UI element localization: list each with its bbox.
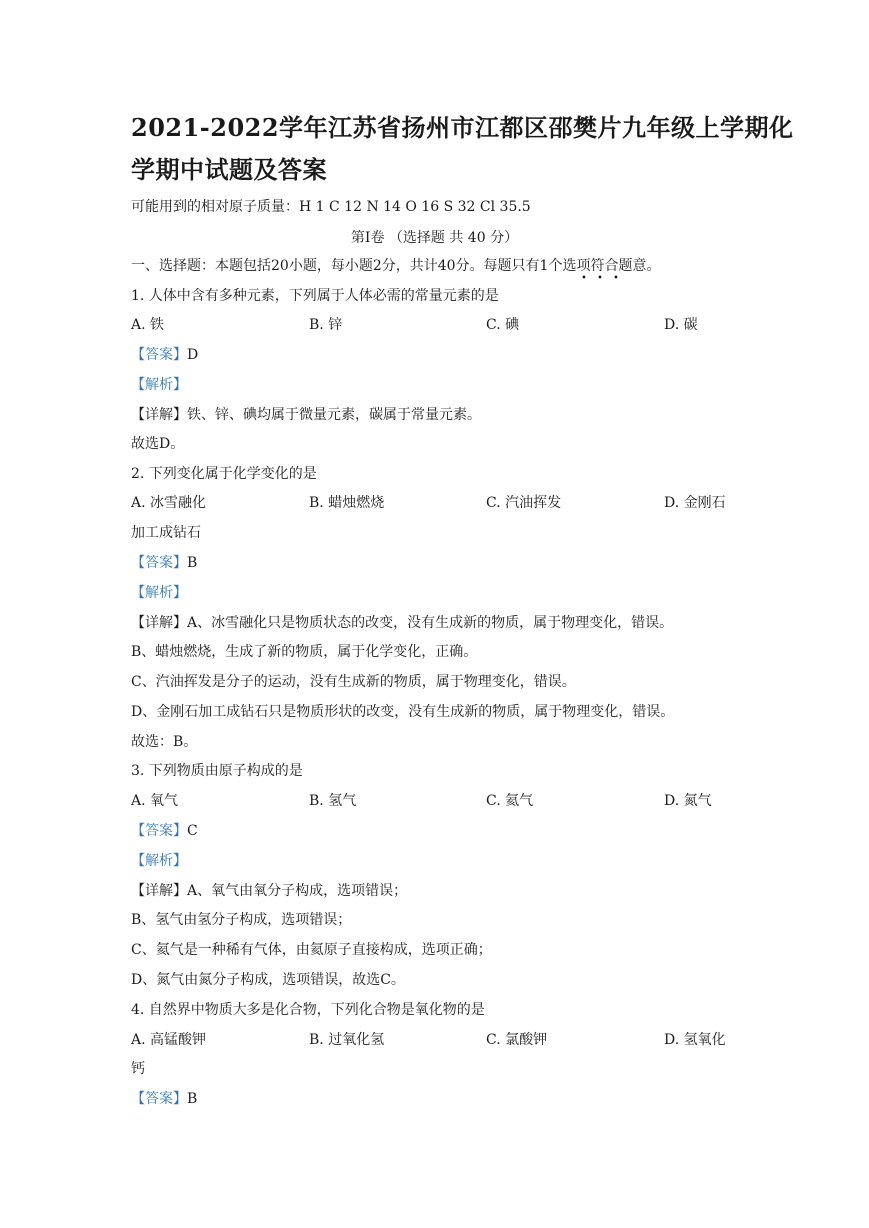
answer-value: C [187, 823, 198, 839]
answer-label: 【答案】 [131, 347, 187, 363]
question-1-conclusion: 故选D。 [131, 436, 185, 452]
question-4-option-b: B. 过氧化氢 [309, 1032, 385, 1048]
question-3-detail-line: D、氮气由氮分子构成，选项错误，故选C。 [131, 972, 405, 988]
question-1-detail [131, 406, 481, 424]
question-1-answer [131, 346, 198, 364]
question-3-option-b: B. 氢气 [309, 793, 357, 809]
question-2-option-c: C. 汽油挥发 [486, 495, 562, 511]
question-3-answer [131, 822, 198, 840]
question-3-option-a: A. 氧气 [131, 793, 179, 809]
section-heading: 第Ⅰ卷 （选择题 共 40 分） [350, 230, 519, 246]
answer-label: 【答案】 [131, 1091, 187, 1107]
answer-value: B [187, 1091, 198, 1107]
emphasis-dot: • [597, 273, 603, 284]
question-4-stem: 4. 自然界中物质大多是化合物，下列化合物是氧化物的是 [131, 1002, 485, 1018]
question-3-option-c: C. 氦气 [486, 793, 534, 809]
question-1-option-b: B. 锌 [309, 317, 343, 333]
question-3-analysis [131, 852, 187, 870]
question-2-detail-line: B、蜡烛燃烧，生成了新的物质，属于化学变化，正确。 [131, 644, 478, 660]
question-2-detail-line: D、金刚石加工成钻石只是物质形状的改变，没有生成新的物质，属于物理变化，错误。 [131, 704, 675, 720]
emphasis-dot: • [581, 273, 587, 284]
detail-text: 铁、锌、碘均属于微量元素，碳属于常量元素。 [187, 407, 481, 423]
question-3-detail-line: C、氦气是一种稀有气体，由氦原子直接构成，选项正确； [131, 942, 492, 958]
detail-label: 【详解】 [131, 615, 187, 631]
emphasis-dot: • [613, 273, 619, 284]
analysis-label: 【解析】 [131, 377, 187, 393]
question-2-option-b: B. 蜡烛燃烧 [309, 495, 385, 511]
question-3-detail-line: B、氢气由氢分子构成，选项错误； [131, 912, 352, 928]
question-2-option-d-wrap: 加工成钻石 [131, 525, 201, 541]
question-2-detail-line: C、汽油挥发是分子的运动，没有生成新的物质，属于物理变化，错误。 [131, 674, 576, 690]
question-4-option-c: C. 氯酸钾 [486, 1032, 548, 1048]
detail-text: A、氧气由氧分子构成，选项错误； [187, 883, 408, 899]
answer-label: 【答案】 [131, 555, 187, 571]
answer-label: 【答案】 [131, 823, 187, 839]
answer-value: D [187, 347, 199, 363]
document-title-line1: 2021-2022学年江苏省扬州市江都区邵樊片九年级上学期化 [131, 113, 794, 142]
analysis-label: 【解析】 [131, 585, 187, 601]
question-1-option-d: D. 碳 [664, 317, 698, 333]
question-2-detail [131, 614, 673, 632]
detail-label: 【详解】 [131, 407, 187, 423]
question-4-option-d-wrap: 钙 [131, 1061, 145, 1077]
question-2-option-d: D. 金刚石 [664, 495, 726, 511]
question-4-option-d: D. 氢氧化 [664, 1032, 726, 1048]
question-1-option-a: A. 铁 [131, 317, 165, 333]
detail-label: 【详解】 [131, 883, 187, 899]
question-2-conclusion: 故选：B。 [131, 734, 198, 750]
document-title-line2: 学期中试题及答案 [131, 155, 327, 184]
question-2-answer [131, 554, 197, 572]
question-3-detail [131, 882, 407, 900]
detail-text: A、冰雪融化只是物质状态的改变，没有生成新的物质，属于物理变化，错误。 [187, 615, 674, 631]
question-4-answer [131, 1090, 197, 1108]
atomic-masses: 可能用到的相对原子质量：H 1 C 12 N 14 O 16 S 32 Cl 35.5 [131, 199, 531, 215]
question-1-analysis [131, 376, 187, 394]
question-3-stem: 3. 下列物质由原子构成的是 [131, 763, 303, 779]
question-1-stem: 1. 人体中含有多种元素，下列属于人体必需的常量元素的是 [131, 288, 499, 304]
analysis-label: 【解析】 [131, 853, 187, 869]
question-4-option-a: A. 高锰酸钾 [131, 1032, 207, 1048]
question-2-stem: 2. 下列变化属于化学变化的是 [131, 466, 317, 482]
answer-value: B [187, 555, 198, 571]
question-1-option-c: C. 碘 [486, 317, 520, 333]
instructions: 一、选择题：本题包括20小题，每小题2分，共计40分。每题只有1个选项符合题意。 [131, 258, 661, 274]
question-2-analysis [131, 584, 187, 602]
question-3-option-d: D. 氮气 [664, 793, 712, 809]
question-2-option-a: A. 冰雪融化 [131, 495, 207, 511]
